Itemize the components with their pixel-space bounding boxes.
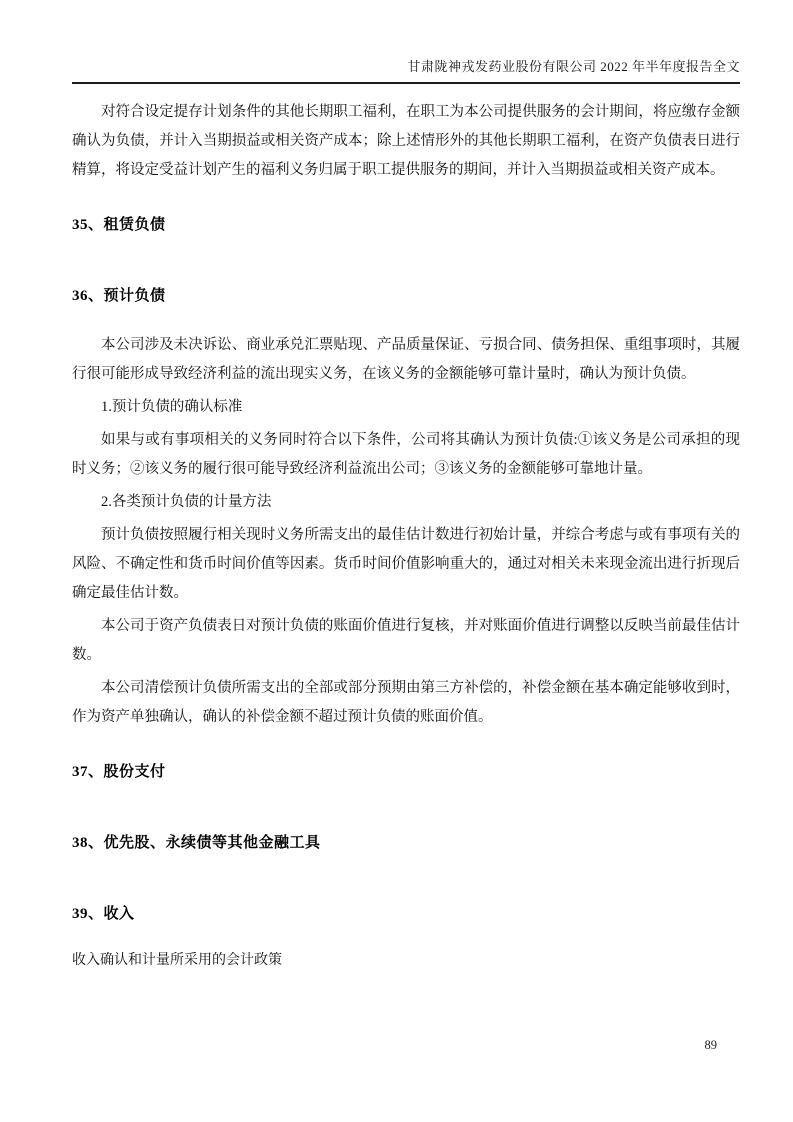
body-paragraph: 收入确认和计量所采用的会计政策 [72, 953, 282, 968]
body-paragraph: 如果与或有事项相关的义务同时符合以下条件，公司将其确认为预计负债:①该义务是公司承担的现时义务；②该义务的履行很可能导致经济利益流出公司；③该义务的金额能够可靠地计量。 [72, 432, 740, 477]
body-paragraph: 本公司于资产负债表日对预计负债的账面价值进行复核，并对账面价值进行调整以反映当前最佳估计数。 [72, 618, 740, 663]
body-paragraph: 2.各类预计负债的计量方法 [101, 494, 272, 510]
body-paragraph: 预计负债按照履行相关现时义务所需支出的最佳估计数进行初始计量，并综合考虑与或有事项有关的风险、不确定性和货币时间价值等因素。货币时间价值影响重大的，通过对相关未来现金流出进行折现后确定最佳估计数。 [72, 527, 740, 601]
body-paragraph: 本公司涉及未决诉讼、商业承兑汇票贴现、产品质量保证、亏损合同、债务担保、重组事项时，其履行很可能形成导致经济利益的流出现实义务，在该义务的金额能够可靠计量时，确认为预计负债。 [72, 337, 740, 382]
page-number: 89 [704, 1038, 717, 1052]
section-heading: 36、预计负债 [72, 288, 166, 304]
section-heading: 35、租赁负债 [72, 217, 166, 233]
body-paragraph: 本公司清偿预计负债所需支出的全部或部分预期由第三方补偿的，补偿金额在基本确定能够收到时，作为资产单独确认，确认的补偿金额不超过预计负债的账面价值。 [72, 680, 740, 725]
section-heading: 37、股份支付 [72, 764, 166, 780]
page-header-title: 甘肃陇神戎发药业股份有限公司 2022 年半年度报告全文 [72, 0, 740, 84]
section-heading: 39、收入 [72, 906, 135, 922]
body-paragraph: 对符合设定提存计划条件的其他长期职工福利，在职工为本公司提供服务的会计期间，将应缴存金额确认为负债，并计入当期损益或相关资产成本；除上述情形外的其他长期职工福利，在资产负债表日进行精算，将设定受益计划产生的福利义务归属于职工提供服务的期间，并计入当期损益或相关资产成本。 [72, 104, 740, 178]
body-paragraph: 1.预计负债的确认标准 [101, 399, 243, 415]
document-body [72, 84, 740, 975]
section-heading: 38、优先股、永续债等其他金融工具 [72, 835, 321, 851]
